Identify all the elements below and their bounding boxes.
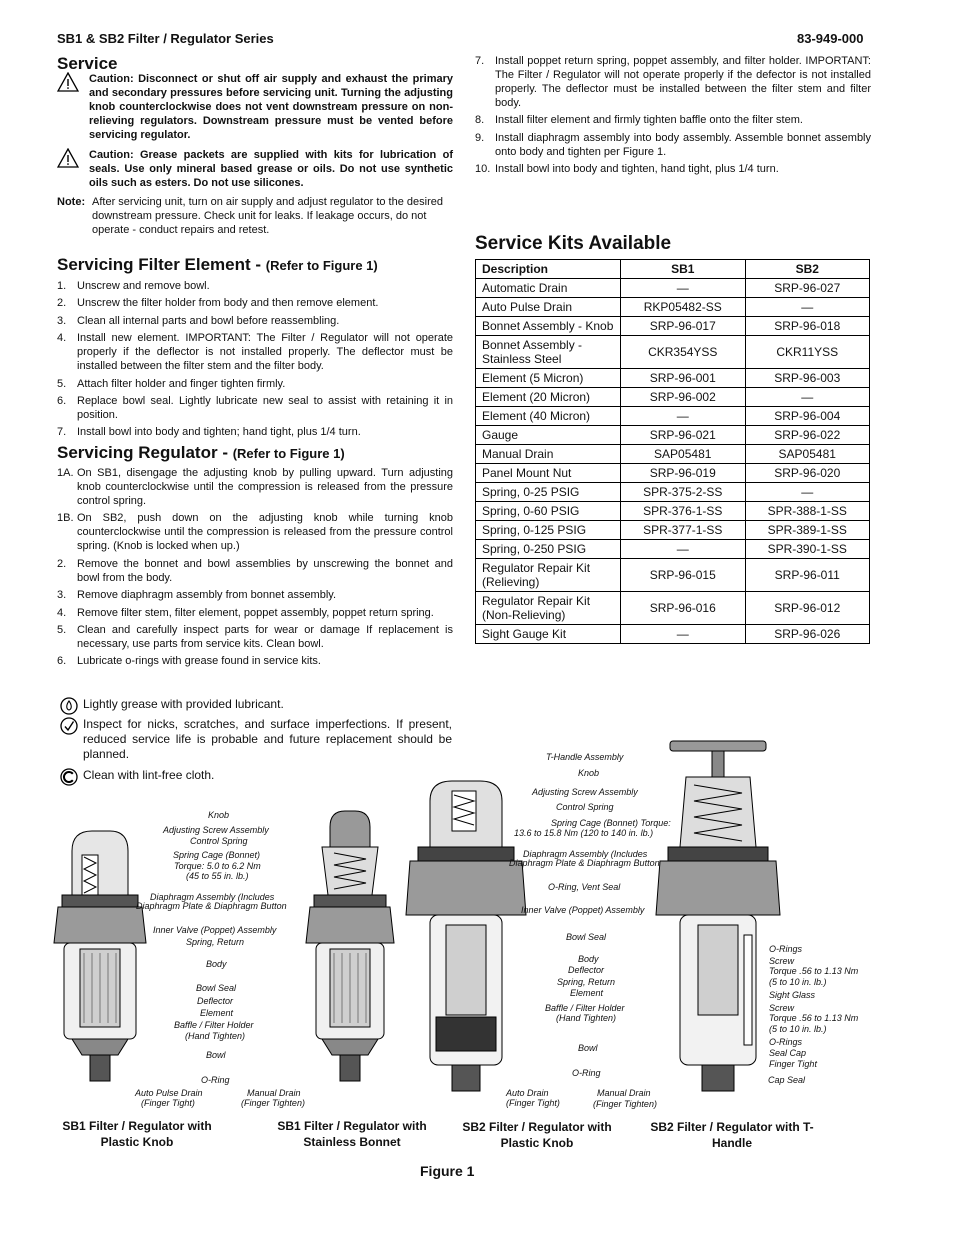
step-item bbox=[57, 588, 453, 602]
kit-sb1-part: SRP-96-017 bbox=[621, 317, 746, 336]
step-number: 3. bbox=[57, 314, 67, 327]
step-text: Remove diaphragm assembly from bonnet assembly. bbox=[77, 589, 337, 602]
sb2-callout-label: Bowl Seal bbox=[566, 932, 607, 942]
sb1-callout-label: Bowl bbox=[206, 1050, 226, 1060]
legend-clean-text: Clean with lint-free cloth. bbox=[83, 768, 215, 782]
warning-triangle-icon bbox=[57, 72, 79, 92]
sb2-callout-label: Diaphragm Assembly (Includes bbox=[523, 849, 648, 859]
kit-sb1-part: SRP-96-002 bbox=[621, 388, 746, 407]
table-row bbox=[476, 426, 870, 445]
step-number: 10. bbox=[475, 163, 491, 176]
sb2-right-callout-label: Torque .56 to 1.13 Nm bbox=[769, 1013, 859, 1023]
service-kits-table bbox=[475, 259, 870, 644]
caption-sb2-knob: SB2 Filter / Regulator with Plastic Knob bbox=[462, 1120, 612, 1150]
col-description: Description bbox=[476, 260, 621, 279]
kit-description: Regulator Repair Kit (Non-Relieving) bbox=[476, 592, 621, 625]
sb1-callout-label: O-Ring bbox=[201, 1075, 230, 1085]
kit-sb1-part: — bbox=[621, 407, 746, 426]
kit-sb1-part: SRP-96-021 bbox=[621, 426, 746, 445]
kit-description: Spring, 0-250 PSIG bbox=[476, 540, 621, 559]
sb1-callout-label: Diaphragm Assembly (Includes bbox=[150, 892, 275, 902]
sb2-callout-label: Diaphragm Plate & Diaphragm Button bbox=[509, 858, 660, 868]
kit-sb1-part: — bbox=[621, 540, 746, 559]
sb1-callout-label: Inner Valve (Poppet) Assembly bbox=[153, 925, 277, 935]
step-text: On SB1, disengage the adjusting knob by pulling upward. Turn adjusting knob counterclockwise until the compression is released from the pressure control spring. bbox=[77, 467, 453, 507]
col-sb2: SB2 bbox=[745, 260, 870, 279]
table-row bbox=[476, 540, 870, 559]
warning-triangle-icon bbox=[57, 148, 79, 168]
kit-description: Bonnet Assembly - Stainless Steel bbox=[476, 336, 621, 369]
step-text: Attach filter holder and finger tighten firmly. bbox=[77, 377, 286, 390]
kit-sb1-part: SPR-377-1-SS bbox=[621, 521, 746, 540]
kit-description: Gauge bbox=[476, 426, 621, 445]
table-row bbox=[476, 298, 870, 317]
kit-sb1-part: SAP05481 bbox=[621, 445, 746, 464]
figure-1-drawings bbox=[0, 735, 954, 1115]
step-text: Unscrew and remove bowl. bbox=[77, 280, 210, 292]
step-number: 9. bbox=[475, 131, 485, 144]
kit-sb2-part: SAP05481 bbox=[745, 445, 870, 464]
kit-sb2-part: SRP-96-022 bbox=[745, 426, 870, 445]
table-row bbox=[476, 559, 870, 592]
sb1-callout-label: Deflector bbox=[197, 996, 234, 1006]
step-item bbox=[57, 654, 453, 668]
sb1-callout-label: Spring, Return bbox=[186, 937, 245, 947]
service-heading: Service bbox=[57, 54, 118, 73]
kit-sb2-part: SPR-389-1-SS bbox=[745, 521, 870, 540]
kit-sb2-part: SRP-96-003 bbox=[745, 369, 870, 388]
kit-sb2-part: SRP-96-004 bbox=[745, 407, 870, 426]
sb1-callout-label: (Finger Tight) bbox=[141, 1098, 195, 1108]
step-number: 1. bbox=[57, 280, 67, 292]
caution-2-text: Caution: Grease packets are supplied with kits for lubrication of seals. Use only mineral based grease or oils. Do not use synthetic oils such as esters. Do not use silicones. bbox=[89, 149, 453, 189]
sb2-right-callout-label: O-Rings bbox=[769, 944, 803, 954]
step-number: 6. bbox=[57, 394, 67, 407]
sb2-callout-label: (Finger Tighten) bbox=[593, 1099, 657, 1109]
sb2-callout-label: T-Handle Assembly bbox=[546, 752, 624, 762]
regulator-steps-continued bbox=[475, 54, 871, 180]
step-number: 1B. bbox=[57, 512, 74, 525]
legend-grease-text: Lightly grease with provided lubricant. bbox=[83, 697, 284, 711]
kit-sb1-part: RKP05482-SS bbox=[621, 298, 746, 317]
table-row bbox=[476, 502, 870, 521]
step-text: Clean and carefully inspect parts for wear or damage If replacement is necessary, use parts from service kits. Clean bowl. bbox=[77, 623, 453, 650]
kit-sb2-part: SRP-96-012 bbox=[745, 592, 870, 625]
kit-sb2-part: SPR-390-1-SS bbox=[745, 540, 870, 559]
kit-sb1-part: SRP-96-015 bbox=[621, 559, 746, 592]
sb1-callout-label: Body bbox=[206, 959, 227, 969]
sb1-callout-label: (Hand Tighten) bbox=[185, 1031, 245, 1041]
sb1-callout-label: Element bbox=[200, 1008, 234, 1018]
table-row bbox=[476, 336, 870, 369]
sb2-callout-label: Manual Drain bbox=[597, 1088, 651, 1098]
sb2-right-callout-label: (5 to 10 in. lb.) bbox=[769, 977, 827, 987]
step-number: 7. bbox=[57, 426, 67, 439]
sb1-callout-label: Diaphragm Plate & Diaphragm Button bbox=[136, 901, 287, 911]
grease-icon bbox=[60, 697, 78, 715]
sb2-callout-label: O-Ring bbox=[572, 1068, 601, 1078]
kit-description: Element (20 Micron) bbox=[476, 388, 621, 407]
kit-description: Automatic Drain bbox=[476, 279, 621, 298]
step-item bbox=[57, 606, 453, 620]
step-item bbox=[475, 162, 871, 176]
step-text: Install bowl into body and tighten; hand tight, plus 1/4 turn. bbox=[77, 426, 361, 439]
step-number: 4. bbox=[57, 606, 67, 619]
step-item bbox=[57, 557, 453, 585]
step-text: On SB2, push down on the adjusting knob while turning knob counterclockwise until the compression is released from the pressure control spring. (Knob is locked when up.) bbox=[77, 512, 453, 553]
table-row bbox=[476, 369, 870, 388]
kit-sb1-part: — bbox=[621, 625, 746, 644]
step-number: 3. bbox=[57, 589, 67, 602]
kit-sb2-part: — bbox=[745, 298, 870, 317]
kit-sb1-part: — bbox=[621, 279, 746, 298]
col-sb1: SB1 bbox=[621, 260, 746, 279]
kit-description: Sight Gauge Kit bbox=[476, 625, 621, 644]
sb1-callout-label: Bowl Seal bbox=[196, 983, 237, 993]
step-item bbox=[57, 623, 453, 651]
sb2-callout-label: Baffle / Filter Holder bbox=[545, 1003, 625, 1013]
kit-sb2-part: CKR11YSS bbox=[745, 336, 870, 369]
sb2-callout-label: Element bbox=[570, 988, 604, 998]
sb2-callout-label: (Hand Tighten) bbox=[556, 1013, 616, 1023]
sb2-callout-label: 13.6 to 15.8 Nm (120 to 140 in. lb.) bbox=[514, 828, 654, 838]
caption-sb1-bonnet: SB1 Filter / Regulator with Stainless Bonnet bbox=[277, 1119, 427, 1149]
kit-description: Spring, 0-60 PSIG bbox=[476, 502, 621, 521]
sb2-right-callout-label: Screw bbox=[769, 956, 795, 966]
step-number: 8. bbox=[475, 114, 485, 127]
step-text: Install filter element and firmly tighten baffle onto the filter stem. bbox=[495, 114, 803, 127]
filter-element-heading: Servicing Filter Element - (Refer to Figure 1) bbox=[57, 255, 378, 274]
step-item bbox=[57, 296, 453, 310]
sb1-callout-label: Torque: 5.0 to 6.2 Nm bbox=[174, 861, 261, 871]
sb2-right-callout-label: Seal Cap bbox=[769, 1048, 807, 1058]
sb2-t-handle-unit-drawing bbox=[656, 741, 780, 1091]
step-item bbox=[475, 54, 871, 110]
note-label: Note: bbox=[57, 196, 86, 208]
sb1-bonnet-unit-drawing bbox=[306, 811, 394, 1081]
step-item bbox=[57, 394, 453, 422]
kit-description: Panel Mount Nut bbox=[476, 464, 621, 483]
caution-1-text: Caution: Disconnect or shut off air supply and exhaust the primary and secondary pressures before servicing unit. Turning the adjusting knob counterclockwise does not vent downstream pressure on non-relieving regulators. Downstream pressure must be vented before servicing regulator. bbox=[89, 73, 453, 141]
step-item bbox=[57, 279, 453, 293]
series-title: SB1 & SB2 Filter / Regulator Series bbox=[57, 31, 274, 46]
table-row bbox=[476, 521, 870, 540]
step-number: 2. bbox=[57, 297, 67, 310]
service-note bbox=[57, 195, 453, 237]
step-item bbox=[57, 425, 453, 439]
figure-title: Figure 1 bbox=[420, 1163, 475, 1179]
sb2-right-callout-label: Sight Glass bbox=[769, 990, 816, 1000]
sb1-knob-unit-drawing bbox=[54, 831, 146, 1081]
step-number: 7. bbox=[475, 55, 485, 67]
sb2-callout-label: Control Spring bbox=[556, 802, 614, 812]
table-row bbox=[476, 625, 870, 644]
sb2-callout-label: Bowl bbox=[578, 1043, 598, 1053]
sb2-callout-label: Spring, Return bbox=[557, 977, 616, 987]
sb2-callout-label: Knob bbox=[578, 768, 600, 778]
sb2-right-callout-label: Finger Tight bbox=[769, 1059, 817, 1069]
table-row bbox=[476, 317, 870, 336]
kit-sb2-part: SRP-96-018 bbox=[745, 317, 870, 336]
note-text: After servicing unit, turn on air supply and adjust regulator to the desired downstream pressure. Check unit for leaks. If leakage occurs, do not operate - conduct repairs and retest. bbox=[92, 196, 443, 236]
kit-sb2-part: SPR-388-1-SS bbox=[745, 502, 870, 521]
table-row bbox=[476, 592, 870, 625]
sb2-callout-label: Spring Cage (Bonnet) Torque: bbox=[551, 818, 671, 828]
sb2-right-callout-label: Cap Seal bbox=[768, 1075, 806, 1085]
caption-sb1-knob: SB1 Filter / Regulator with Plastic Knob bbox=[62, 1119, 212, 1149]
regulator-heading: Servicing Regulator - (Refer to Figure 1) bbox=[57, 443, 345, 462]
sb2-knob-unit-drawing bbox=[406, 781, 526, 1091]
step-number: 5. bbox=[57, 623, 67, 636]
sb2-callout-label: (Finger Tight) bbox=[506, 1098, 560, 1108]
sb1-callout-label: Baffle / Filter Holder bbox=[174, 1020, 254, 1030]
step-item bbox=[57, 511, 453, 553]
sb1-callout-label: Manual Drain bbox=[247, 1088, 301, 1098]
kit-sb2-part: SRP-96-027 bbox=[745, 279, 870, 298]
sb2-callout-label: Auto Drain bbox=[506, 1088, 549, 1098]
step-item bbox=[57, 377, 453, 391]
kit-sb1-part: SRP-96-001 bbox=[621, 369, 746, 388]
sb1-callout-label: (45 to 55 in. lb.) bbox=[186, 871, 249, 881]
kit-sb2-part: — bbox=[745, 388, 870, 407]
kit-description: Spring, 0-25 PSIG bbox=[476, 483, 621, 502]
sb1-callout-label: Control Spring bbox=[190, 836, 248, 846]
sb1-callout-label: Knob bbox=[208, 810, 230, 820]
step-number: 1A. bbox=[57, 467, 74, 479]
step-number: 4. bbox=[57, 332, 67, 345]
kit-sb2-part: — bbox=[745, 483, 870, 502]
regulator-steps bbox=[57, 466, 453, 672]
filter-element-steps bbox=[57, 279, 453, 443]
kit-description: Spring, 0-125 PSIG bbox=[476, 521, 621, 540]
sb2-callout-label: Body bbox=[578, 954, 599, 964]
step-text: Remove filter stem, filter element, poppet assembly, poppet return spring. bbox=[77, 606, 434, 619]
kit-sb2-part: SRP-96-011 bbox=[745, 559, 870, 592]
legend-grease bbox=[60, 697, 452, 712]
step-item bbox=[57, 331, 453, 373]
sb2-right-callout-label: Torque .56 to 1.13 Nm bbox=[769, 966, 859, 976]
filter-element-ref: (Refer to Figure 1) bbox=[265, 258, 378, 273]
step-number: 2. bbox=[57, 557, 67, 570]
step-item bbox=[57, 466, 453, 508]
sb2-callout-label: Adjusting Screw Assembly bbox=[532, 787, 638, 797]
kit-description: Bonnet Assembly - Knob bbox=[476, 317, 621, 336]
sb2-callout-label: Inner Valve (Poppet) Assembly bbox=[521, 905, 645, 915]
sb1-callout-label: (Finger Tighten) bbox=[241, 1098, 305, 1108]
kit-description: Manual Drain bbox=[476, 445, 621, 464]
caption-sb2-t-handle: SB2 Filter / Regulator with T-Handle bbox=[650, 1120, 814, 1150]
kit-sb1-part: SPR-375-2-SS bbox=[621, 483, 746, 502]
step-text: Install poppet return spring, poppet assembly, and filter holder. IMPORTANT: The Filter / Regulator will not operate properly if the defector is not installed properly. The deflector must be installed between the filter stem and filter body. bbox=[495, 55, 871, 109]
kit-description: Element (40 Micron) bbox=[476, 407, 621, 426]
legend-inspect-text: Inspect for nicks, scratches, and surface imperfections. If present, reduced service life is probable and future replacement should be planned. bbox=[83, 717, 452, 761]
table-row bbox=[476, 388, 870, 407]
step-text: Lubricate o-rings with grease found in service kits. bbox=[77, 655, 321, 668]
kit-description: Regulator Repair Kit (Relieving) bbox=[476, 559, 621, 592]
table-row bbox=[476, 445, 870, 464]
kit-sb2-part: SRP-96-020 bbox=[745, 464, 870, 483]
sb1-callout-label: Adjusting Screw Assembly bbox=[163, 825, 269, 835]
sb2-callout-label: Deflector bbox=[568, 965, 605, 975]
step-number: 5. bbox=[57, 377, 67, 390]
step-text: Replace bowl seal. Lightly lubricate new seal to assist with retaining it in position. bbox=[77, 394, 453, 421]
kit-sb1-part: SRP-96-016 bbox=[621, 592, 746, 625]
caution-2 bbox=[57, 148, 453, 190]
document-number: 83-949-000 bbox=[797, 31, 864, 46]
table-row bbox=[476, 279, 870, 298]
table-row bbox=[476, 464, 870, 483]
step-item bbox=[475, 131, 871, 159]
step-text: Install diaphragm assembly into body assembly. Assemble bonnet assembly onto body and tighten per Figure 1. bbox=[495, 131, 871, 158]
sb1-callout-label: Auto Pulse Drain bbox=[135, 1088, 203, 1098]
step-text: Clean all internal parts and bowl before reassembling. bbox=[77, 314, 340, 327]
kit-sb2-part: SRP-96-026 bbox=[745, 625, 870, 644]
step-text: Remove the bonnet and bowl assemblies by unscrewing the bonnet and bowl from the body. bbox=[77, 557, 453, 584]
step-item bbox=[57, 314, 453, 328]
sb1-callout-label: Spring Cage (Bonnet) bbox=[173, 850, 261, 860]
kit-description: Element (5 Micron) bbox=[476, 369, 621, 388]
step-number: 6. bbox=[57, 655, 67, 668]
sb2-right-callout-label: (5 to 10 in. lb.) bbox=[769, 1024, 827, 1034]
table-row bbox=[476, 483, 870, 502]
kit-sb1-part: SPR-376-1-SS bbox=[621, 502, 746, 521]
kit-sb1-part: SRP-96-019 bbox=[621, 464, 746, 483]
kit-description: Auto Pulse Drain bbox=[476, 298, 621, 317]
table-row bbox=[476, 407, 870, 426]
sb2-callout-label: O-Ring, Vent Seal bbox=[548, 882, 621, 892]
sb2-right-callout-label: O-Rings bbox=[769, 1037, 803, 1047]
caution-1 bbox=[57, 72, 453, 142]
step-item bbox=[475, 113, 871, 127]
sb2-right-callout-label: Screw bbox=[769, 1003, 795, 1013]
regulator-ref: (Refer to Figure 1) bbox=[232, 446, 345, 461]
kit-sb1-part: CKR354YSS bbox=[621, 336, 746, 369]
checkmark-icon bbox=[60, 717, 78, 735]
step-text: Unscrew the filter holder from body and then remove element. bbox=[77, 297, 379, 310]
step-text: Install bowl into body and tighten, hand tight, plus 1/4 turn. bbox=[495, 163, 779, 176]
step-text: Install new element. IMPORTANT: The Filter / Regulator will not operate properly if the deflector is not installed properly. The deflector must be installed between the filter stem and the filter body. bbox=[77, 332, 453, 373]
kits-heading: Service Kits Available bbox=[475, 233, 672, 254]
